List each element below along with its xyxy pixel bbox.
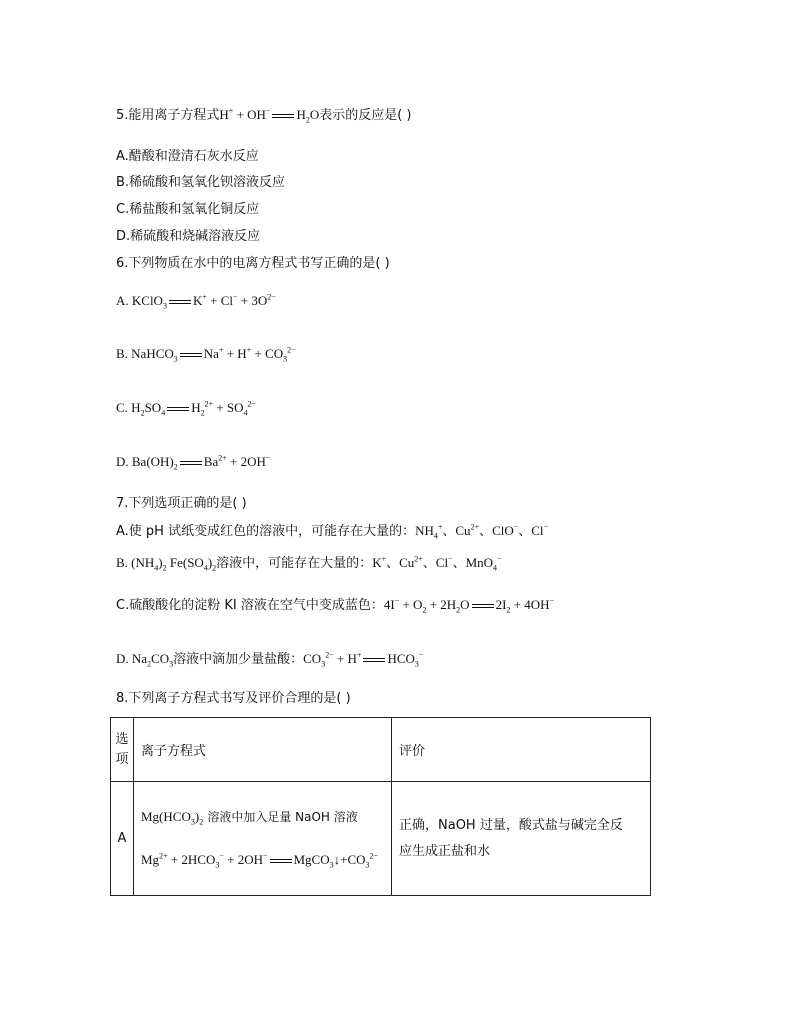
q6-option-c: C. $H_2SO_4$ $H_2^{2+} + SO_4^{2-}$	[116, 399, 257, 418]
q5-equation: H+ + OH− $H_2O$	[219, 106, 320, 125]
q6-stem: 6.下列物质在水中的电离方程式书写正确的是( )	[116, 256, 390, 271]
table-row	[111, 782, 651, 896]
q6-option-d: D. $Ba(OH)_2$ $Ba^{2+} + 2OH^-$	[116, 453, 271, 472]
q8-stem: 8.下列离子方程式书写及评价合理的是( )	[116, 691, 351, 706]
q7-option-a: A.使 pH 试纸变成红色的溶液中，可能存在大量的：$NH_4^+$、$Cu^{2+}$、ClO−、Cl−	[116, 522, 549, 541]
row-a-label: A	[111, 782, 134, 896]
row-a-evaluation: 正确，NaOH 过量，酸式盐与碱完全反应生成正盐和水	[392, 782, 651, 896]
q5-option-b: B.稀硫酸和氢氧化钡溶液反应	[116, 175, 286, 190]
row-a-equation: $Mg(HCO_3)_2$ 溶液中加入足量 NaOH 溶液 $Mg^{2+} + 2HCO_3^- + 2OH^-$ $MgCO_3↓+CO_3^{2-}$	[134, 782, 392, 896]
q5-option-a: A.醋酸和澄清石灰水反应	[116, 149, 259, 164]
header-option: 选项	[111, 718, 134, 782]
header-equation: 离子方程式	[134, 718, 392, 782]
q7-option-c: C.硫酸酸化的淀粉 KI 溶液在空气中变成蓝色：$4I^- + O_2 + 2H_2O$ $2I_2 + 4OH^-$	[116, 596, 555, 615]
header-evaluation: 评价	[392, 718, 651, 782]
q7-stem: 7.下列选项正确的是( )	[116, 496, 247, 511]
q5-option-c: C.稀盐酸和氢氧化铜反应	[116, 202, 260, 217]
q5-option-d: D.稀硫酸和烧碱溶液反应	[116, 229, 261, 244]
q7-option-d: D. $Na_2CO_3$溶液中滴加少量盐酸：$CO_3^{2-} + H^+$ $HCO_3^-$	[116, 650, 424, 669]
q7-option-b: B. $(NH_4)_2$ $Fe(SO_4)_2$溶液中，可能存在大量的：K+、$Cu^{2+}$、Cl−、MnO$_4$−	[116, 554, 502, 573]
q6-option-a: A. KClO$_3$ $K^+ + Cl^- + 3O^{2-}$	[116, 292, 276, 311]
q8-options-table	[110, 717, 651, 896]
q6-option-b: B. NaHCO$_3$ $Na^+ + H^+ + CO_3^{2-}$	[116, 345, 296, 364]
table-header-row	[111, 718, 651, 782]
q5-stem: 5.能用离子方程式H+ + OH− $H_2O$表示的反应是( )	[116, 106, 412, 125]
